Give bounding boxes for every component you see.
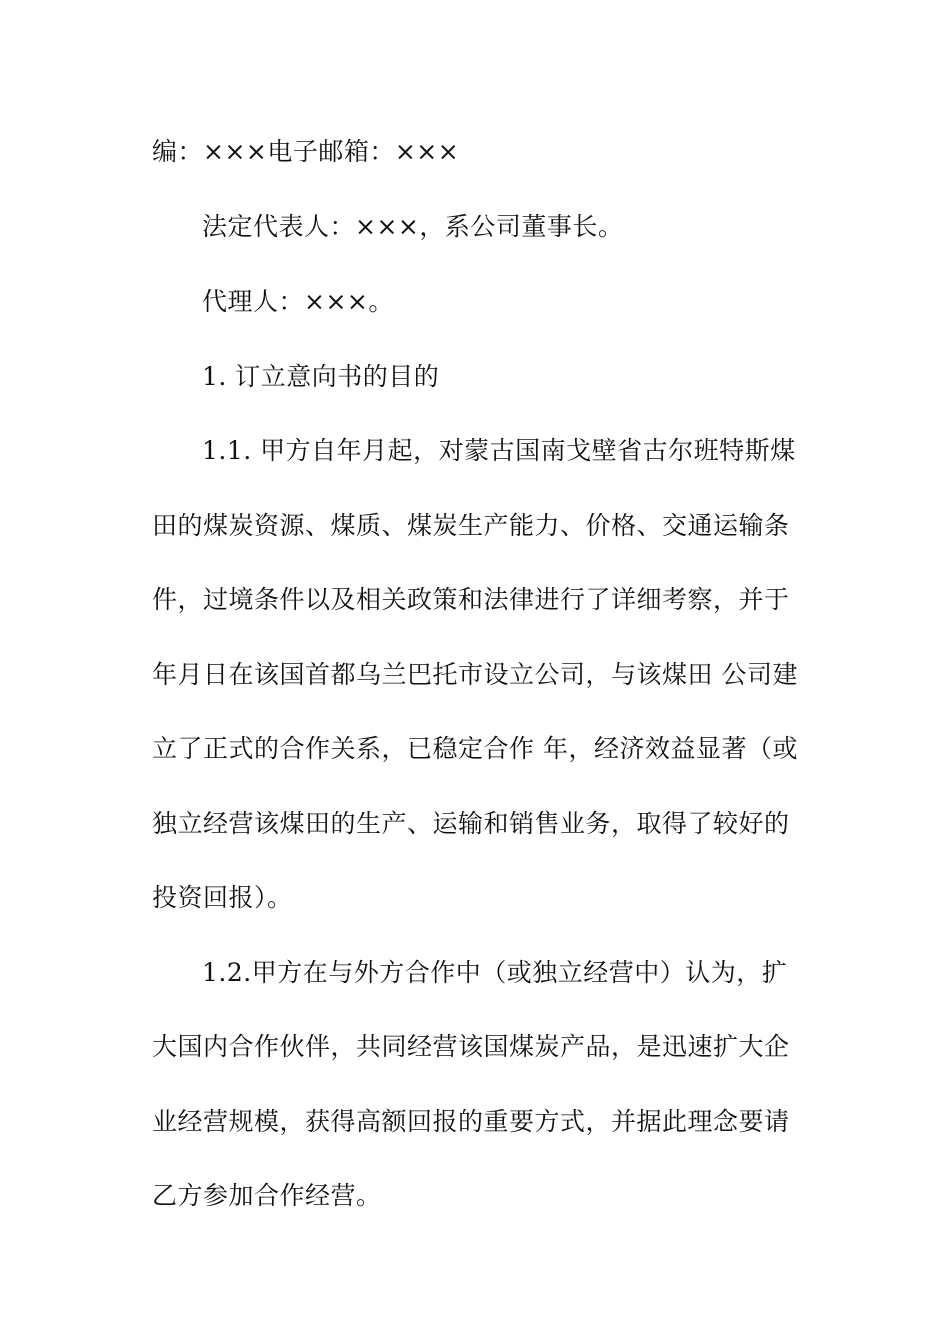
text-line-contact: 编：×××电子邮箱：××× [152,137,460,166]
paragraph-line: 乙方参加合作经营。 [152,1181,382,1210]
section-heading-purpose: 1. 订立意向书的目的 [202,362,440,391]
paragraph-line: 1.1. 甲方自年月起，对蒙古国南戈壁省古尔班特斯煤 [202,436,796,465]
paragraph-line: 田的煤炭资源、煤质、煤炭生产能力、价格、交通运输条 [152,511,790,540]
paragraph-line: 立了正式的合作关系，已稳定合作 年，经济效益显著（或 [152,734,798,763]
paragraph-line: 业经营规模，获得高额回报的重要方式，并据此理念要请 [152,1107,790,1136]
text-line-legal-representative: 法定代表人：×××，系公司董事长。 [202,212,624,241]
text-line-agent: 代理人：×××。 [202,287,394,316]
paragraph-line: 1.2.甲方在与外方合作中（或独立经营中）认为，扩 [202,958,788,987]
paragraph-line: 件，过境条件以及相关政策和法律进行了详细考察，并于 [152,585,790,614]
paragraph-line: 独立经营该煤田的生产、运输和销售业务，取得了较好的 [152,809,790,838]
paragraph-line: 年月日在该国首都乌兰巴托市设立公司，与该煤田 公司建 [152,660,798,689]
paragraph-line: 投资回报）。 [152,883,293,912]
paragraph-line: 大国内合作伙伴，共同经营该国煤炭产品，是迅速扩大企 [152,1032,790,1061]
